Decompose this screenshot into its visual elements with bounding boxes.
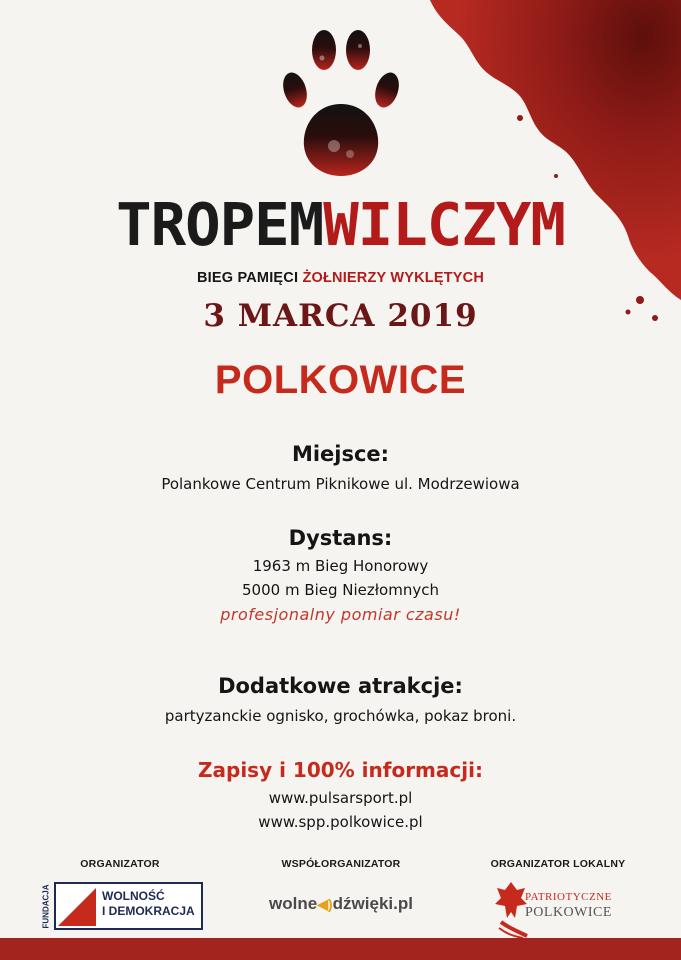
- organizer-label: ORGANIZATOR: [80, 858, 160, 870]
- local-logo-line2: POLKOWICE: [525, 905, 612, 920]
- title-part-red: WILCZYM: [323, 190, 565, 259]
- place-value: Polankowe Centrum Piknikowe ul. Modrzewiowa: [161, 475, 520, 493]
- attractions-value: partyzanckie ognisko, grochówka, pokaz broni.: [164, 707, 517, 725]
- event-title: [0, 192, 681, 258]
- organizer-logo-side-text: FUNDACJA: [41, 884, 51, 928]
- distance-line-honorary: 1963 m Bieg Honorowy: [252, 557, 429, 575]
- coorganizer-logo-part-b: dźwięki.pl: [332, 894, 413, 913]
- distance-heading: Dystans:: [288, 526, 393, 550]
- distance-line-steadfast: 5000 m Bieg Niezłomnych: [242, 581, 439, 599]
- subtitle-part-black: BIEG PAMIĘCI: [196, 270, 303, 286]
- signup-heading: Zapisy i 100% informacji:: [198, 758, 483, 782]
- local-organizer-column: [470, 858, 646, 940]
- local-organizer-label: [470, 858, 646, 870]
- timing-note: profesjonalny pomiar czasu!: [220, 605, 461, 624]
- title-part-black: TROPEM: [116, 190, 324, 259]
- signup-link-pulsarsport[interactable]: www.pulsarsport.pl: [268, 789, 413, 807]
- organizer-column: [40, 858, 200, 930]
- place-heading: Miejsce:: [291, 442, 390, 466]
- local-logo-line1: PATRIOTYCZNE: [525, 891, 612, 903]
- distance-section: [0, 526, 681, 628]
- local-organizer-logo: [493, 878, 623, 940]
- attractions-section: [0, 674, 681, 728]
- signup-link-spp[interactable]: www.spp.polkowice.pl: [258, 813, 423, 831]
- footer-organizers: [0, 852, 681, 942]
- coorganizer-column: [256, 858, 426, 914]
- attractions-heading: Dodatkowe atrakcje:: [218, 674, 463, 698]
- event-city: POLKOWICE: [214, 358, 467, 402]
- event-subtitle: [0, 270, 681, 286]
- coorganizer-logo: [256, 894, 426, 914]
- organizer-logo-line1: WOLNOŚĆ: [102, 889, 165, 903]
- speaker-icon: ◀): [317, 896, 333, 912]
- coorganizer-logo-part-a: wolne: [269, 894, 318, 913]
- organizer-red-triangle-icon: [56, 884, 100, 928]
- organizer-logo-line2: I DEMOKRACJA: [102, 904, 195, 918]
- event-date: 3 MARCA 2019: [203, 298, 478, 334]
- signup-section: [0, 758, 681, 834]
- wolf-paw-icon: [282, 28, 400, 178]
- bottom-red-band: [0, 938, 681, 960]
- local-organizer-label-part-b: LOKALNY: [573, 858, 626, 870]
- organizer-logo: [40, 882, 202, 930]
- subtitle-part-red: ŻOŁNIERZY WYKLĘTYCH: [302, 270, 484, 286]
- local-organizer-label-part-a: ORGANIZATOR: [490, 858, 574, 870]
- coorganizer-label: WSPÓŁORGANIZATOR: [281, 858, 401, 870]
- eagle-emblem-icon: [493, 878, 529, 938]
- place-section: [0, 442, 681, 496]
